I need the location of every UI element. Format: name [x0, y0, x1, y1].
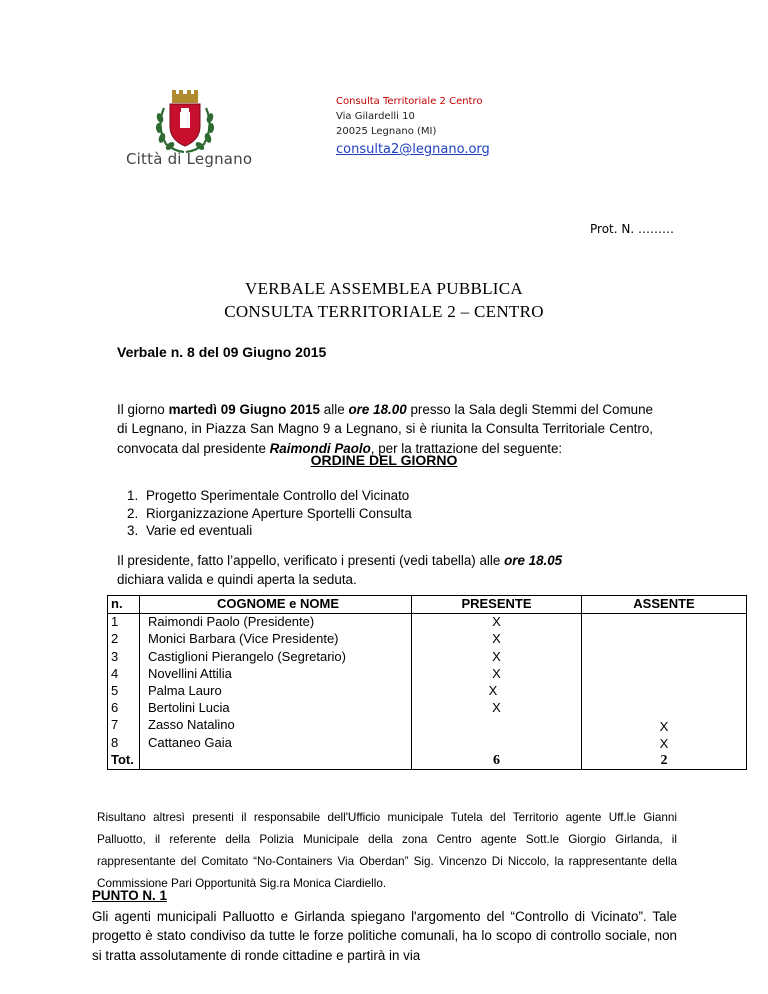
agenda-list: [127, 487, 412, 540]
row-number: 6: [108, 700, 140, 717]
list-item: [127, 487, 412, 505]
table-row: [108, 683, 747, 700]
total-name-cell: [140, 752, 412, 770]
table-row: [108, 649, 747, 666]
member-name: Raimondi Paolo (Presidente): [140, 614, 412, 632]
intro-paragraph: [117, 400, 653, 458]
absent-mark: X: [582, 735, 747, 752]
meeting-time: ore 18.00: [348, 402, 407, 417]
table-row: [108, 717, 747, 734]
present-mark: X: [412, 631, 582, 648]
address-line-1: Via Gilardelli 10: [336, 111, 415, 122]
table-total-row: [108, 752, 747, 770]
table-header-row: [108, 596, 747, 614]
member-name: Zasso Natalino: [140, 717, 412, 734]
agenda-item-number: 1.: [127, 488, 139, 503]
meeting-date: martedì 09 Giugno 2015: [168, 402, 320, 417]
agenda-item-text: Varie ed eventuali: [146, 523, 253, 538]
rollcall-text-1: Il presidente, fatto l’appello, verificato i presenti (vedi tabella) alle: [117, 553, 505, 568]
agenda-title: ORDINE DEL GIORNO: [310, 452, 458, 468]
present-mark: X: [412, 700, 582, 717]
absent-mark: [582, 683, 747, 700]
email-link[interactable]: consulta2@legnano.org: [336, 142, 490, 157]
intro-text-3: presso la Sala degli Stemmi del Comune di Legnano, in Piazza San Magno 9 a Legnano, si è riunita la Consulta Territoriale Centro, convocata dal presidente: [117, 402, 653, 456]
present-mark: X: [412, 666, 582, 683]
intro-text-2: alle: [319, 402, 349, 417]
member-name: Bertolini Lucia: [140, 700, 412, 717]
row-number: 1: [108, 614, 140, 632]
attendance-table: [107, 595, 747, 770]
present-mark: [412, 717, 582, 734]
list-item: [127, 505, 412, 523]
table-row: [108, 700, 747, 717]
verbale-number: Verbale n. 8 del 09 Giugno 2015: [117, 344, 327, 360]
document-title-line-1: VERBALE ASSEMBLEA PUBBLICA: [245, 279, 523, 298]
absent-mark: [582, 649, 747, 666]
header-absent: ASSENTE: [582, 596, 747, 614]
absent-mark: [582, 700, 747, 717]
city-coat-of-arms-logo: [150, 88, 220, 156]
total-label: Tot.: [108, 752, 140, 770]
absent-mark: [582, 614, 747, 632]
present-mark: X: [412, 683, 582, 700]
member-name: Palma Lauro: [140, 683, 412, 700]
rollcall-paragraph: [117, 551, 653, 590]
member-name: Cattaneo Gaia: [140, 735, 412, 752]
member-name: Novellini Attilia: [140, 666, 412, 683]
header-name: COGNOME e NOME: [140, 596, 412, 614]
present-mark: X: [412, 614, 582, 632]
intro-text-4: , per la trattazione del seguente:: [370, 440, 563, 456]
present-mark: [412, 735, 582, 752]
table-row: [108, 666, 747, 683]
table-row: [108, 735, 747, 752]
row-number: 5: [108, 683, 140, 700]
agenda-item-text: Progetto Sperimentale Controllo del Vicinato: [146, 488, 410, 503]
row-number: 4: [108, 666, 140, 683]
protocol-number: Prot. N. ………: [590, 222, 674, 236]
row-number: 2: [108, 631, 140, 648]
total-present: 6: [412, 752, 582, 770]
row-number: 8: [108, 735, 140, 752]
org-name: Consulta Territoriale 2 Centro: [336, 96, 483, 107]
rollcall-time: ore 18.05: [504, 553, 563, 568]
contact-block: [336, 95, 490, 160]
agenda-item-number: 3.: [127, 523, 139, 538]
punto-1-heading: PUNTO N. 1: [92, 888, 167, 903]
others-present-paragraph: Risultano altresì presenti il responsabile dell'Ufficio municipale Tutela del Territorio agente Uff.le Gianni Palluotto, il referente della Polizia Municipale della zona Centro agente Sott.le Giorgio Girlanda, il rappresentante del Comitato “No-Containers Via Oberdan” Sig. Vincenzo Di Niccolo, la rappresentante della Commissione Pari Opportunità Sig.ra Monica Ciardiello.: [97, 811, 677, 890]
row-number: 7: [108, 717, 140, 734]
rollcall-text-2: dichiara valida e quindi aperta la seduta.: [117, 572, 357, 588]
president-name: Raimondi Paolo: [269, 440, 371, 456]
absent-mark: X: [582, 717, 747, 734]
punto-1-text: Gli agenti municipali Palluotto e Girlanda spiegano l'argomento del “Controllo di Vicinato”. Tale progetto è stato condiviso da tutte le forze politiche comunali, ha lo scopo di controllo sociale, non si tratta assolutamente di ronde cittadine e partirà in via: [92, 909, 677, 963]
header-present: PRESENTE: [412, 596, 582, 614]
total-absent: 2: [582, 752, 747, 770]
table-row: [108, 614, 747, 632]
agenda-item-number: 2.: [127, 505, 139, 521]
document-title-line-2: CONSULTA TERRITORIALE 2 – CENTRO: [224, 302, 544, 321]
present-mark: X: [412, 649, 582, 666]
intro-text-1: Il giorno: [117, 402, 169, 417]
agenda-item-text: Riorganizzazione Aperture Sportelli Consulta: [146, 505, 412, 521]
absent-mark: [582, 666, 747, 683]
header-n: n.: [108, 596, 140, 614]
table-row: [108, 631, 747, 648]
member-name: Monici Barbara (Vice Presidente): [140, 631, 412, 648]
list-item: [127, 522, 412, 540]
member-name: Castiglioni Pierangelo (Segretario): [140, 649, 412, 666]
row-number: 3: [108, 649, 140, 666]
city-name: Città di Legnano: [126, 150, 253, 168]
absent-mark: [582, 631, 747, 648]
address-line-2: 20025 Legnano (MI): [336, 126, 437, 137]
